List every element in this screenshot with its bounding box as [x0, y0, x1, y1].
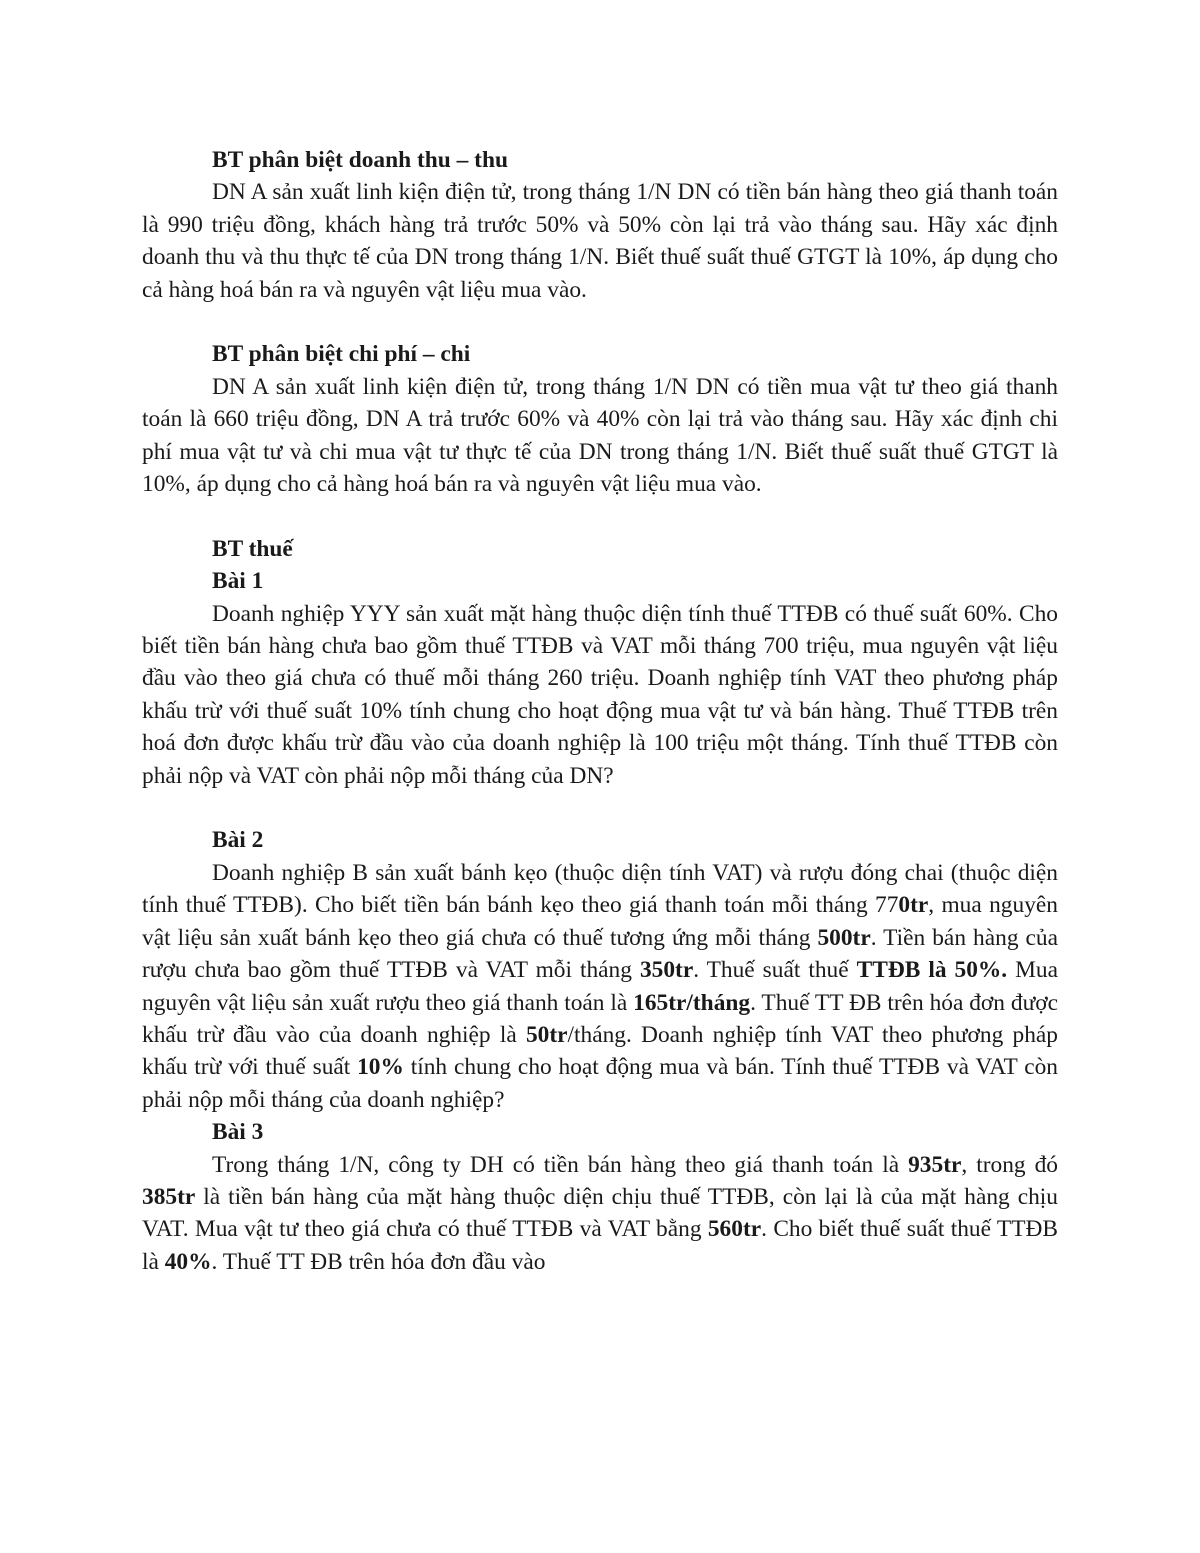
section-title-revenue: BT phân biệt doanh thu – thu: [212, 147, 508, 173]
text-run: . Cho biết thuế suất thuế TTĐB là: [142, 1216, 1058, 1275]
text-run: Trong tháng 1/N, công ty DH có tiền bán hàng theo giá thanh toán là: [212, 1151, 909, 1178]
bold-run: 40%: [164, 1248, 212, 1275]
section-title-expense: BT phân biệt chi phí – chi: [212, 341, 471, 368]
bold-run: 560tr: [707, 1216, 762, 1243]
section-title-tax: BT thuế: [212, 535, 293, 562]
exercise-3-body: [142, 1149, 1058, 1279]
spacer: [142, 306, 1058, 338]
text-run: . Thuế TT ĐB trên hóa đơn đầu vào: [211, 1248, 546, 1275]
bold-run: 0tr: [898, 892, 929, 919]
text-run: tính chung cho hoạt động mua và bán. Tính thuế TTĐB và VAT còn phải nộp mỗi tháng của doanh nghiệp?: [142, 1054, 1058, 1113]
spacer: [142, 792, 1058, 824]
section-body-expense: DN A sản xuất linh kiện điện tử, trong tháng 1/N DN có tiền mua vật tư theo giá thanh toán là 660 triệu đồng, DN A trả trước 60% và 40% còn lại trả vào tháng sau. Hãy xác định chi phí mua vật tư và chi mua vật tư thực tế của DN trong tháng 1/N. Biết thuế suất thuế GTGT là 10%, áp dụng cho cả hàng hoá bán ra và nguyên vật liệu mua vào.: [142, 373, 1058, 498]
exercise-3-title: Bài 3: [212, 1119, 264, 1146]
text-run: . Thuế TT ĐB trên hóa đơn được khấu trừ đầu vào của doanh nghiệp là: [142, 989, 1058, 1048]
text-run: , trong đó: [961, 1151, 1058, 1178]
text-run: , mua nguyên vật liệu sản xuất bánh kẹo theo giá chưa có thuế tương ứng mỗi tháng: [142, 892, 1058, 951]
bold-run: 50tr: [525, 1021, 568, 1048]
exercise-1-body: Doanh nghiệp YYY sản xuất mặt hàng thuộc diện tính thuế TTĐB có thuế suất 60%. Cho biết tiền bán hàng chưa bao gồm thuế TTĐB và VAT mỗi tháng 700 triệu, mua nguyên vật liệu đầu vào theo giá chưa có thuế mỗi tháng 260 triệu. Doanh nghiệp tính VAT theo phương pháp khấu trừ với thuế suất 10% tính chung cho hoạt động mua vật tư và bán hàng. Thuế TTĐB trên hoá đơn được khấu trừ đầu vào của doanh nghiệp là 100 triệu một tháng. Tính thuế TTĐB còn phải nộp và VAT còn phải nộp mỗi tháng của DN?: [142, 600, 1058, 789]
section-body-revenue: DN A sản xuất linh kiện điện tử, trong tháng 1/N DN có tiền bán hàng theo giá thanh toán là 990 triệu đồng, khách hàng trả trước 50% và 50% còn lại trả vào tháng sau. Hãy xác định doanh thu và thu thực tế của DN trong tháng 1/N. Biết thuế suất thuế GTGT là 10%, áp dụng cho cả hàng hoá bán ra và nguyên vật liệu mua vào.: [142, 179, 1058, 303]
exercise-2-body: [142, 857, 1058, 1116]
text-run: Mua nguyên vật liệu sản xuất rượu theo giá thanh toán là: [142, 957, 1059, 1016]
bold-run: 935tr: [908, 1151, 962, 1178]
bold-run: 10%: [357, 1054, 404, 1081]
bold-run: 165tr/tháng: [633, 989, 751, 1016]
text-run: . Tiền bán hàng của rượu chưa bao gồm thuế TTĐB và VAT mỗi tháng: [142, 924, 1058, 984]
text-run: /tháng. Doanh nghiệp tính VAT theo phương pháp khấu trừ với thuế suất: [142, 1021, 1058, 1081]
bold-run: 385tr: [142, 1183, 196, 1210]
exercise-2-title: Bài 2: [212, 827, 264, 854]
document-body: [142, 144, 1058, 1278]
bold-run: TTĐB là 50%.: [856, 957, 1008, 984]
bold-run: 500tr: [817, 924, 871, 951]
text-run: Doanh nghiệp B sản xuất bánh kẹo (thuộc diện tính VAT) và rượu đóng chai (thuộc diện tính thuế TTĐB). Cho biết tiền bán bánh kẹo theo giá thanh toán mỗi tháng 77: [142, 859, 1058, 919]
spacer: [142, 500, 1058, 532]
exercise-1-title: Bài 1: [212, 568, 264, 595]
text-run: . Thuế suất thuế: [693, 957, 857, 984]
text-run: là tiền bán hàng của mặt hàng thuộc diện chịu thuế TTĐB, còn lại là của mặt hàng chịu VAT. Mua vật tư theo giá chưa có thuế TTĐB và VAT bằng: [142, 1183, 1058, 1243]
bold-run: 350tr: [639, 957, 694, 984]
